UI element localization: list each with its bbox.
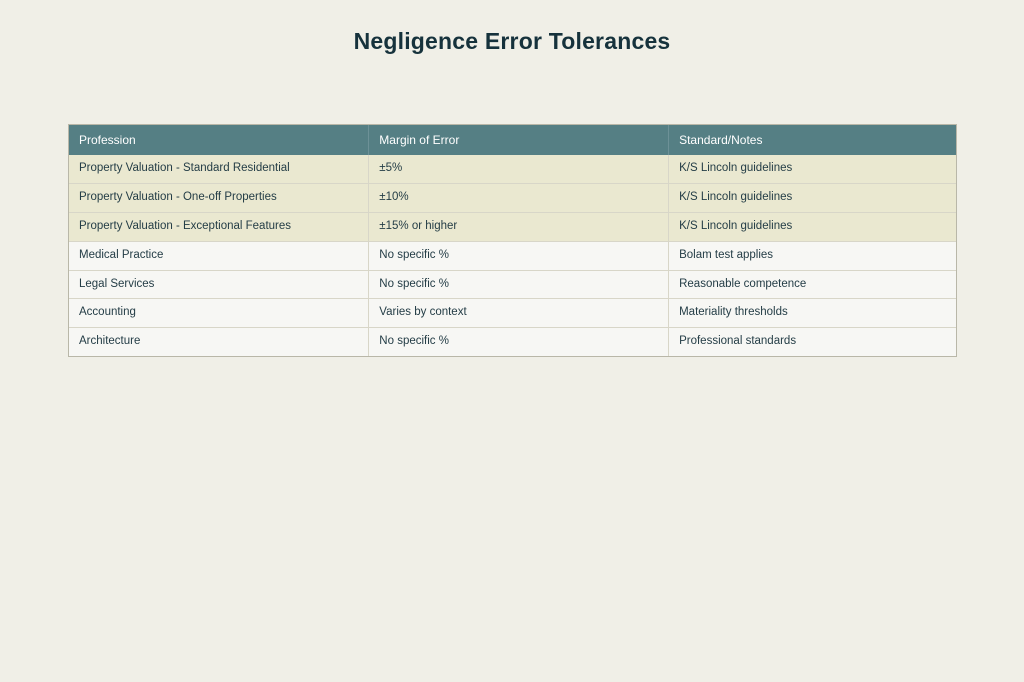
cell-margin-of-error: No specific % (369, 270, 669, 299)
cell-profession: Accounting (69, 299, 369, 328)
cell-profession: Architecture (69, 328, 369, 356)
column-header-standard-notes: Standard/Notes (669, 125, 956, 155)
table-row (69, 184, 956, 213)
cell-standard-notes: Bolam test applies (669, 241, 956, 270)
cell-standard-notes: Materiality thresholds (669, 299, 956, 328)
cell-margin-of-error: No specific % (369, 241, 669, 270)
cell-standard-notes: K/S Lincoln guidelines (669, 212, 956, 241)
cell-standard-notes: Professional standards (669, 328, 956, 356)
cell-profession: Property Valuation - One-off Properties (69, 184, 369, 213)
table-row (69, 270, 956, 299)
column-header-margin-of-error: Margin of Error (369, 125, 669, 155)
cell-standard-notes: K/S Lincoln guidelines (669, 184, 956, 213)
table-row (69, 241, 956, 270)
cell-margin-of-error: No specific % (369, 328, 669, 356)
cell-standard-notes: Reasonable competence (669, 270, 956, 299)
cell-margin-of-error: Varies by context (369, 299, 669, 328)
tolerances-table-container (68, 124, 957, 357)
cell-profession: Medical Practice (69, 241, 369, 270)
cell-profession: Property Valuation - Exceptional Features (69, 212, 369, 241)
column-header-profession: Profession (69, 125, 369, 155)
cell-margin-of-error: ±10% (369, 184, 669, 213)
table-row (69, 155, 956, 183)
page-title: Negligence Error Tolerances (353, 28, 671, 54)
table-row (69, 299, 956, 328)
table-body (69, 155, 956, 356)
cell-standard-notes: K/S Lincoln guidelines (669, 155, 956, 183)
table-header-row (69, 125, 956, 155)
tolerances-table (69, 125, 956, 356)
cell-profession: Legal Services (69, 270, 369, 299)
table-header (69, 125, 956, 155)
table-row (69, 328, 956, 356)
cell-profession: Property Valuation - Standard Residential (69, 155, 369, 183)
cell-margin-of-error: ±5% (369, 155, 669, 183)
cell-margin-of-error: ±15% or higher (369, 212, 669, 241)
table-row (69, 212, 956, 241)
